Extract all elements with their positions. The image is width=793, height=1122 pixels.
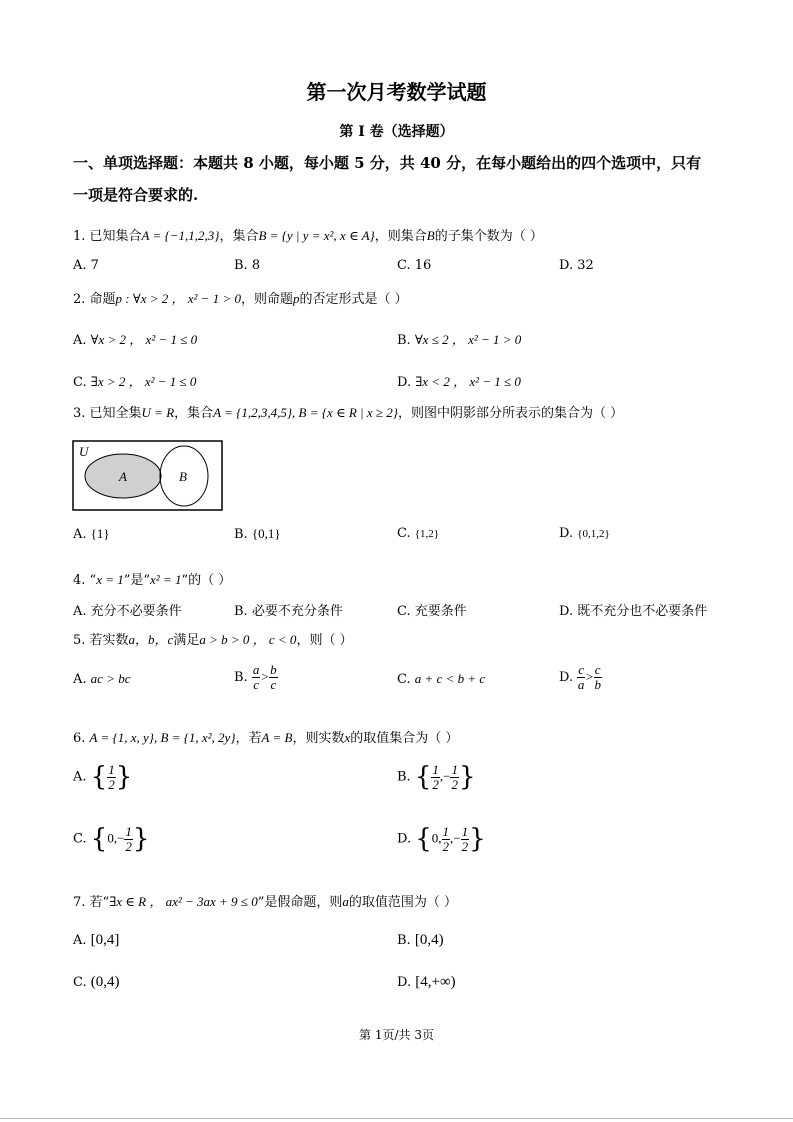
- question-1-stem: 1. 已知集合A = {−1,1,2,3}，集合B = {y | y = x², x ∈ A}，则集合B的子集个数为（ ）: [73, 228, 543, 244]
- question-7-option-c: C. (0,4): [73, 974, 120, 990]
- question-4-option-a: A. 充分不必要条件: [73, 604, 182, 619]
- bottom-divider: [0, 1118, 793, 1119]
- question-4-option-b: B. 必要不充分条件: [234, 604, 343, 619]
- page-footer: 第 1页/共 3页: [359, 1028, 434, 1042]
- question-4-stem: 4. “x = 1”是“x² = 1”的（ ）: [73, 572, 232, 588]
- question-5-option-b: B. $\frac{a}{c}$ > $\frac{b}{c}$: [234, 662, 277, 692]
- question-2-option-b: B. ∀x ≤ 2 ， x² − 1 > 0: [397, 332, 522, 348]
- section-heading-line2: 一项是符合要求的.: [73, 186, 199, 204]
- question-6-option-b: B. { $\frac{1}{2}$ ,− $\frac{1}{2}$ }: [397, 761, 476, 792]
- question-2-option-d: D. ∃x < 2 ， x² − 1 ≤ 0: [397, 374, 521, 390]
- question-1-option-d: D. 32: [559, 258, 594, 273]
- question-1-option-c: C. 16: [397, 258, 432, 273]
- question-7-option-a: A. [0,4]: [73, 932, 120, 948]
- venn-diagram: [72, 440, 224, 512]
- question-7-option-d: D. [4,+∞): [397, 974, 456, 990]
- venn-label-b: B: [179, 469, 187, 484]
- question-2-option-c: C. ∃x > 2 ， x² − 1 ≤ 0: [73, 374, 197, 390]
- question-2-option-a: A. ∀x > 2 ， x² − 1 ≤ 0: [73, 332, 198, 348]
- question-1-option-a: A. 7: [73, 258, 99, 273]
- venn-label-u: U: [79, 444, 89, 459]
- question-6-option-d: D. {0, $\frac{1}{2}$ ,− $\frac{1}{2}$ }: [397, 823, 486, 854]
- question-4-option-c: C. 充要条件: [397, 604, 467, 619]
- question-3-option-d: D. {0,1,2}: [559, 526, 610, 541]
- question-3-option-b: B. {0,1}: [234, 526, 281, 542]
- question-5-option-a: A. ac > bc: [73, 671, 131, 687]
- section-heading-line1: 一、单项选择题：本题共 8 小题，每小题 5 分，共 40 分，在每小题给出的四个选项中，只有: [73, 154, 702, 172]
- question-3-option-a: A. {1}: [73, 526, 110, 542]
- venn-label-a: A: [119, 469, 127, 484]
- question-5-stem: 5. 若实数a，b，c满足a > b > 0 ， c < 0，则（ ）: [73, 632, 353, 648]
- question-3-stem: 3. 已知全集U = R，集合A = {1,2,3,4,5}, B = {x ∈ R | x ≥ 2}，则图中阴影部分所表示的集合为（ ）: [73, 405, 624, 421]
- question-7-option-b: B. [0,4): [397, 932, 444, 948]
- question-1-option-b: B. 8: [234, 258, 261, 273]
- question-3-option-c: C. {1,2}: [397, 526, 440, 541]
- page-title: 第一次月考数学试题: [306, 80, 487, 104]
- question-2-stem: 2. 命题p : ∀x > 2 ， x² − 1 > 0，则命题p的否定形式是（ ）: [73, 291, 408, 307]
- question-6-option-c: C. {0,− $\frac{1}{2}$ }: [73, 823, 150, 854]
- question-6-option-a: A. { $\frac{1}{2}$ }: [73, 761, 133, 792]
- question-5-option-c: C. a + c < b + c: [397, 671, 486, 687]
- question-4-option-d: D. 既不充分也不必要条件: [559, 604, 708, 619]
- question-7-stem: 7. 若“∃x ∈ R ， ax² − 3ax + 9 ≤ 0”是假命题，则a的取值范围为（ ）: [73, 894, 457, 910]
- page-subtitle: 第 I 卷（选择题）: [339, 124, 454, 140]
- question-6-stem: 6. A = {1, x, y}, B = {1, x², 2y}，若A = B，则实数x的取值集合为（ ）: [73, 730, 459, 746]
- question-5-option-d: D. $\frac{c}{a}$ > $\frac{c}{b}$: [559, 662, 601, 692]
